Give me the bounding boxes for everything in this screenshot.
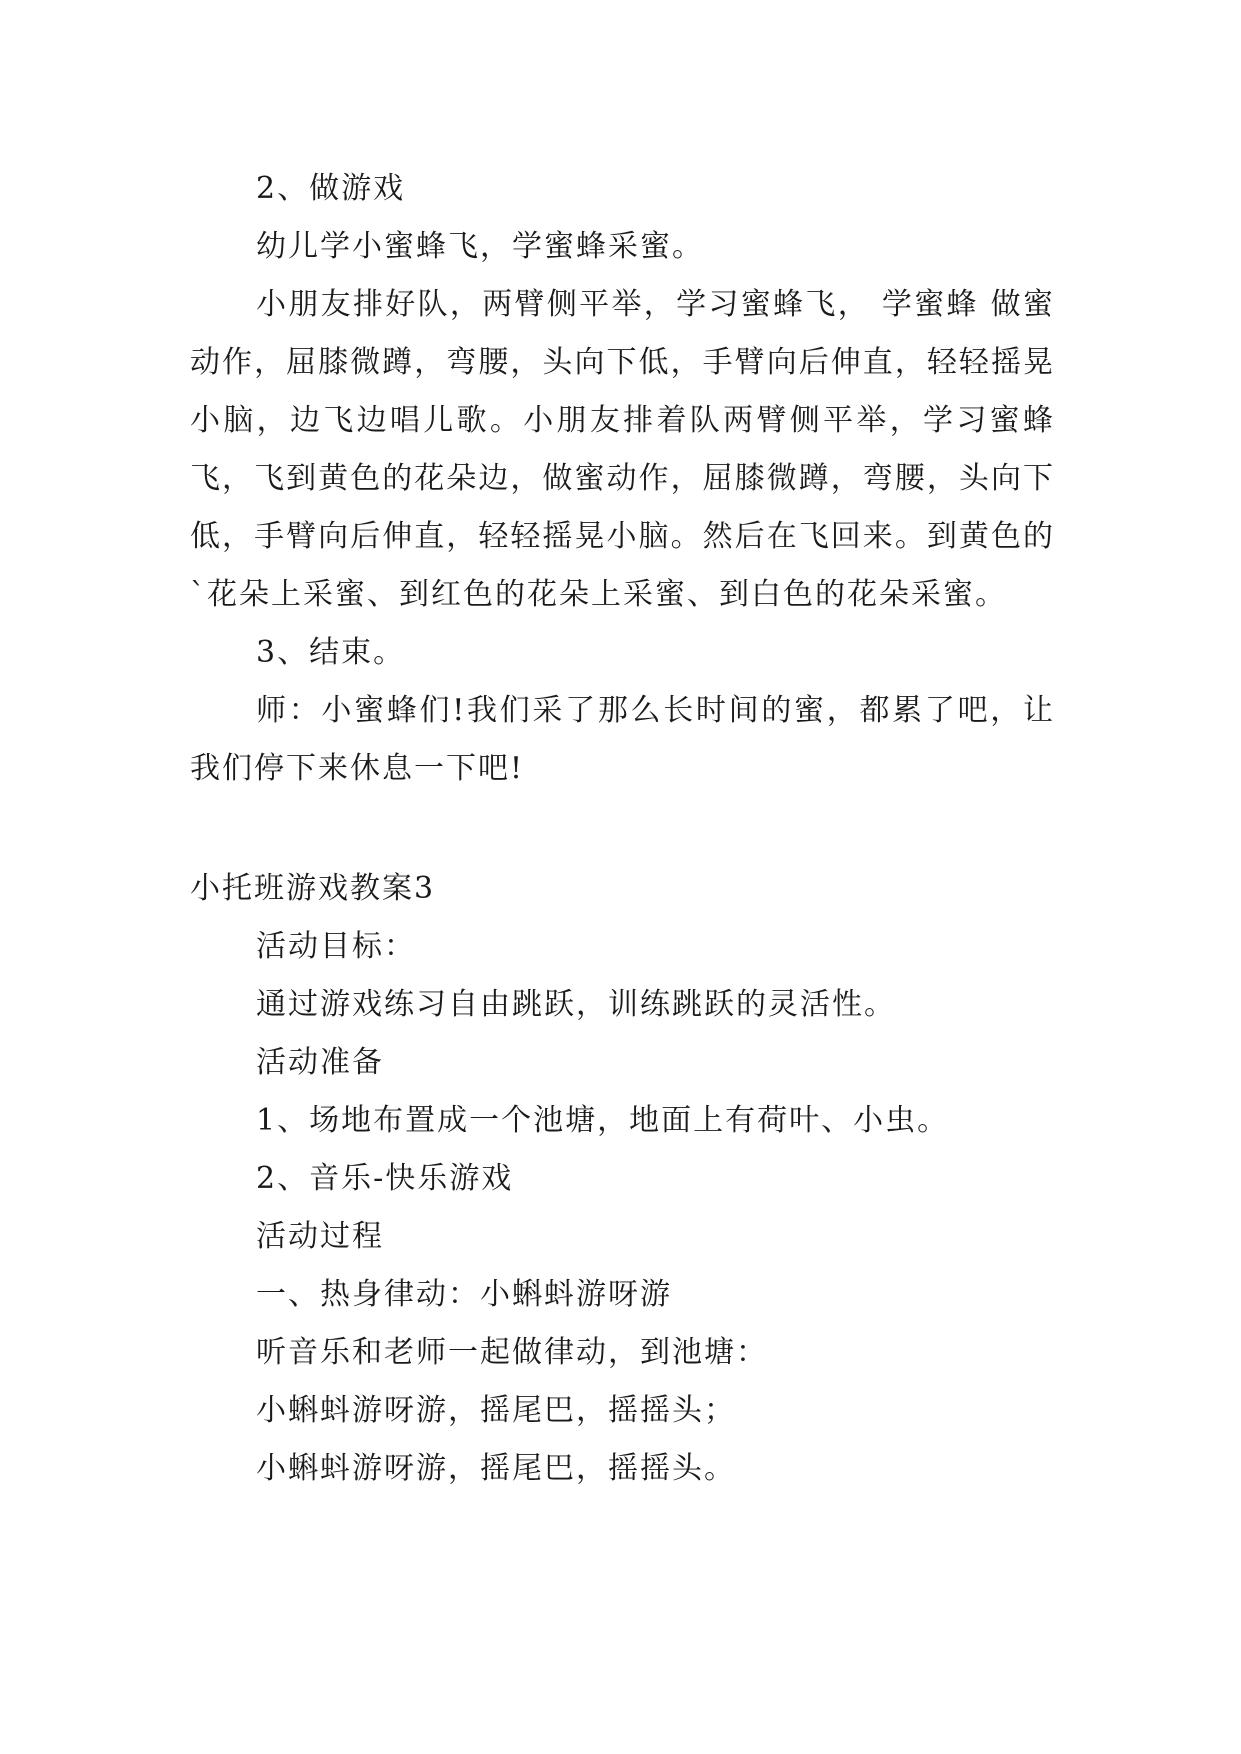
song-lyric-1: 小蝌蚪游呀游，摇尾巴，摇摇头； xyxy=(256,1393,736,1428)
document-body xyxy=(190,160,1055,1498)
end-step-title: 3、结束。 xyxy=(256,635,406,670)
prep-item-1: 1、场地布置成一个池塘，地面上有荷叶、小虫。 xyxy=(256,1103,950,1138)
goal-text: 通过游戏练习自由跳跃，训练跳跃的灵活性。 xyxy=(256,987,896,1022)
process-label: 活动过程 xyxy=(256,1219,384,1254)
prep-label: 活动准备 xyxy=(256,1045,384,1080)
game-intro: 幼儿学小蜜蜂飞，学蜜蜂采蜜。 xyxy=(256,229,704,264)
prep-item-2: 2、音乐-快乐游戏 xyxy=(256,1161,514,1196)
end-step-text: 师：小蜜蜂们!我们采了那么长时间的蜜，都累了吧，让我们停下来休息一下吧! xyxy=(190,693,1055,786)
lesson-plan-title: 小托班游戏教案3 xyxy=(190,871,436,906)
goal-label: 活动目标： xyxy=(256,929,416,964)
process-step-1: 一、热身律动：小蝌蚪游呀游 xyxy=(256,1277,672,1312)
game-description: 小朋友排好队，两臂侧平举，学习蜜蜂飞， 学蜜蜂 做蜜动作，屈膝微蹲，弯腰，头向下低，手臂向后伸直，轻轻摇晃小脑，边飞边唱儿歌。小朋友排着队两臂侧平举，学习蜜蜂飞，飞到黄色的花朵边，做蜜动作，屈膝微蹲，弯腰，头向下低，手臂向后伸直，轻轻摇晃小脑。然后在飞回来。到黄色的`花朵上采蜜、到红色的花朵上采蜜、到白色的花朵采蜜。 xyxy=(190,287,1055,612)
process-step-1-desc: 听音乐和老师一起做律动，到池塘： xyxy=(256,1335,768,1370)
song-lyric-2: 小蝌蚪游呀游，摇尾巴，摇摇头。 xyxy=(256,1451,736,1486)
game-step-title: 2、做游戏 xyxy=(256,171,406,206)
